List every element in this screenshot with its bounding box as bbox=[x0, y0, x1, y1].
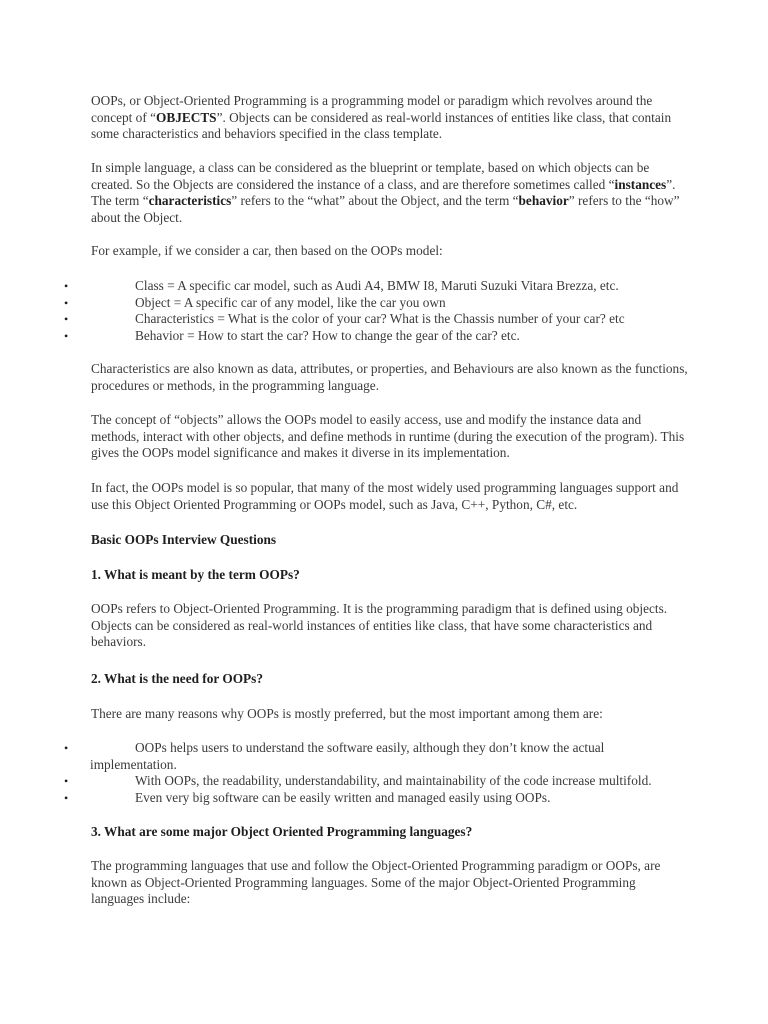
instances-emphasis: instances bbox=[614, 176, 667, 192]
bullet-icon: • bbox=[64, 328, 69, 343]
characteristics-emphasis: characteristics bbox=[148, 193, 232, 208]
list-item bbox=[0, 295, 700, 312]
bullet-icon: • bbox=[64, 312, 69, 326]
car-example-list bbox=[0, 278, 700, 344]
list-item-text: Characteristics = What is the color of your car? What is the Chassis number of your car? etc bbox=[135, 311, 625, 326]
bullet-icon: • bbox=[64, 774, 69, 788]
bullet-icon: • bbox=[64, 790, 69, 805]
list-item bbox=[0, 740, 700, 773]
intro-p2-text-d: ” refers to the “how” about the Object. bbox=[91, 193, 680, 225]
list-item-text: OOPs helps users to understand the software easily, although they don’t know the actual implementation. bbox=[90, 740, 605, 772]
intro-p1-text-a: OOPs, or Object-Oriented Programming is a programming model or paradigm which revolves around the concept of “ bbox=[91, 93, 653, 125]
intro-paragraph-1 bbox=[91, 93, 691, 143]
intro-p2-text-a: In simple language, a class can be considered as the blueprint or template, based on which objects can be created. So the Objects are considered the instance of a class, and are therefore sometimes called “ bbox=[91, 160, 650, 192]
popularity-paragraph: In fact, the OOPs model is so popular, that many of the most widely used programming languages support and use this Object Oriented Programming or OOPs model, such as Java, C++, Python, C#, etc. bbox=[91, 480, 679, 512]
list-item-text: Even very big software can be easily written and managed easily using OOPs. bbox=[135, 789, 551, 805]
list-item bbox=[0, 278, 700, 295]
intro-p2-text-b: ”. The term “ bbox=[91, 176, 676, 208]
intro-paragraph-2 bbox=[91, 160, 691, 226]
intro-paragraph-3: For example, if we consider a car, then based on the OOPs model: bbox=[91, 243, 443, 258]
list-item bbox=[0, 311, 700, 328]
list-item bbox=[0, 773, 700, 790]
question-2-intro: There are many reasons why OOPs is mostly preferred, but the most important among them are: bbox=[91, 706, 603, 721]
question-3-title: 3. What are some major Object Oriented Programming languages? bbox=[91, 824, 473, 839]
list-item-text: With OOPs, the readability, understandability, and maintainability of the code increase multifold. bbox=[135, 773, 652, 788]
section-title: Basic OOPs Interview Questions bbox=[91, 532, 277, 547]
intro-p1-text-b: ”. Objects can be considered as real-world instances of entities like class, that contain some characteristics and behaviors specified in the class template. bbox=[91, 109, 672, 141]
question-3-answer: The programming languages that use and follow the Object-Oriented Programming paradigm or OOPs, are known as Object-Oriented Programming languages. Some of the major Object-Oriented Programming languages include: bbox=[91, 858, 661, 906]
list-item bbox=[0, 790, 700, 807]
bullet-icon: • bbox=[64, 295, 69, 310]
question-1-title: 1. What is meant by the term OOPs? bbox=[91, 567, 300, 582]
behavior-emphasis: behavior bbox=[518, 193, 569, 208]
characteristics-paragraph: Characteristics are also known as data, attributes, or properties, and Behaviours are also known as the functions, procedures or methods, in the programming language. bbox=[91, 361, 688, 393]
objects-emphasis: OBJECTS bbox=[155, 109, 217, 125]
bullet-icon: • bbox=[64, 279, 69, 293]
list-item-text: Behavior = How to start the car? How to change the gear of the car? etc. bbox=[135, 327, 520, 343]
list-item-text: Class = A specific car model, such as Audi A4, BMW I8, Maruti Suzuki Vitara Brezza, etc. bbox=[135, 278, 619, 293]
intro-p2-text-c: ” refers to the “what” about the Object, and the term “ bbox=[231, 193, 519, 208]
bullet-icon: • bbox=[64, 741, 69, 755]
list-item bbox=[0, 328, 700, 345]
oops-need-list bbox=[0, 740, 700, 806]
objects-concept-paragraph: The concept of “objects” allows the OOPs model to easily access, use and modify the instance data and methods, interact with other objects, and define methods in runtime (during the execution of the program). This gives the OOPs model significance and makes it diverse in its implementation. bbox=[91, 412, 685, 460]
question-1-answer: OOPs refers to Object-Oriented Programming. It is the programming paradigm that is defined using objects. Objects can be considered as real-world instances of entities like class, that have some characteristics and behaviors. bbox=[91, 601, 668, 649]
list-item-text: Object = A specific car of any model, like the car you own bbox=[135, 294, 446, 310]
question-2-title: 2. What is the need for OOPs? bbox=[91, 671, 264, 686]
